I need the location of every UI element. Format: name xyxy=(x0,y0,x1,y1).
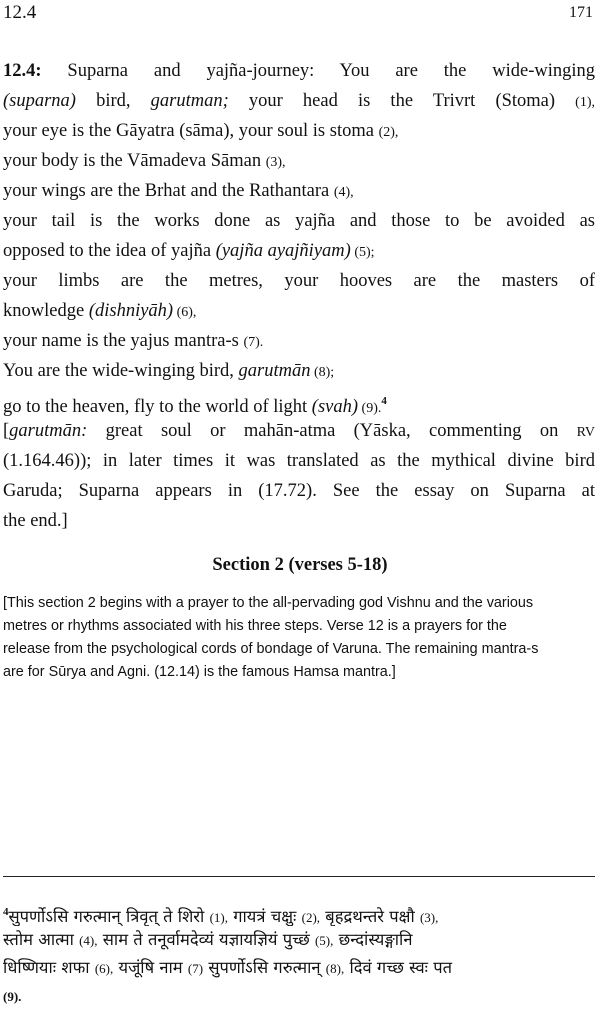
verse-line xyxy=(3,266,595,296)
section-number: 12.4 xyxy=(3,2,37,23)
sanskrit-text: छन्दांस्यङ्गानि xyxy=(333,930,413,949)
verse-line xyxy=(3,56,595,86)
section-intro xyxy=(3,592,595,684)
verse-italic: (svah) xyxy=(311,397,359,416)
verse-line xyxy=(3,296,595,326)
verse-ref: (4), xyxy=(333,185,354,200)
sanskrit-text: बृहद्रथन्तरे पक्षौ xyxy=(320,907,420,926)
verse-text: your head is the Trivrt (Stoma) xyxy=(228,91,576,111)
footnote-ref: (7) xyxy=(187,961,204,976)
verse-line xyxy=(3,356,595,386)
footnote-line xyxy=(3,982,595,1010)
page-number: 171 xyxy=(569,4,593,21)
verse-text: your body is the Vāmadeva Sāman xyxy=(3,151,266,171)
footnote-line xyxy=(3,926,595,954)
footnote xyxy=(3,898,595,1010)
verse-ref: RV xyxy=(576,425,595,440)
verse-ref: (8); xyxy=(310,365,335,380)
footnote-marker[interactable]: 4 xyxy=(381,395,387,407)
verse-ref: (5); xyxy=(350,245,375,260)
sanskrit-text: सुपर्णोऽसि गरुत्मान् त्रिवृत् ते शिरो xyxy=(8,907,210,926)
footnote-divider xyxy=(3,876,595,877)
footnote-number: 4 xyxy=(3,906,9,918)
verse-line xyxy=(3,116,595,146)
verse-line xyxy=(3,146,595,176)
sanskrit-text: सुपर्णोऽसि गरुत्मान् xyxy=(203,958,326,977)
footnote-line xyxy=(3,954,595,982)
verse-ref: (9). xyxy=(358,401,382,416)
verse-ref: (7). xyxy=(243,335,264,350)
footnote-ref: (3), xyxy=(419,910,439,925)
verse-italic: garutmān: xyxy=(9,421,88,441)
footnote-line xyxy=(3,898,595,926)
verse-line xyxy=(3,416,595,446)
verse-text: [ xyxy=(3,421,10,441)
verse-line xyxy=(3,206,595,236)
verse-line xyxy=(3,326,595,356)
verse-text: go to the heaven, fly to the world of light xyxy=(3,397,312,416)
sanskrit-text: धिष्णियाः शफा xyxy=(3,958,95,977)
sanskrit-text: साम ते तनूर्वामदेव्यं यज्ञायज्ञियं पुच्छं xyxy=(97,930,315,949)
verse-italic: garutmān xyxy=(238,361,311,381)
verse-text: your name is the yajus mantra-s xyxy=(3,331,244,351)
sanskrit-text: दिवं गच्छ स्वः पत xyxy=(344,958,453,977)
verse-text: Suparna and yajña-journey: You are the wide-winging xyxy=(41,61,595,81)
intro-line: are for Sūrya and Agni. (12.14) is the famous Hamsa mantra.] xyxy=(3,664,396,680)
footnote-ref: (4), xyxy=(79,933,98,948)
footnote-ref: (5), xyxy=(314,933,334,948)
footnote-ref: (9). xyxy=(3,989,22,1004)
verse-text: You are the wide-winging bird, xyxy=(3,361,239,381)
verse-ref: (2), xyxy=(378,125,399,140)
verse-italic: (suparna) xyxy=(3,91,76,111)
verse-line xyxy=(3,506,595,536)
verse-text: your wings are the Brhat and the Rathantara xyxy=(3,181,334,201)
verse-line xyxy=(3,176,595,206)
sanskrit-text: स्तोम आत्मा xyxy=(3,930,80,949)
verse-label: 12.4: xyxy=(3,61,42,81)
verse-translation xyxy=(3,56,595,536)
verse-line xyxy=(3,476,595,506)
sanskrit-text: यजूंषि नाम xyxy=(113,958,188,977)
page-header xyxy=(0,2,600,28)
verse-line xyxy=(3,386,595,416)
footnote-ref: (1), xyxy=(209,910,228,925)
footnote-ref: (8), xyxy=(325,961,345,976)
verse-italic: garutman; xyxy=(150,91,229,111)
verse-text: Garuda; Suparna appears in (17.72). See the essay on Suparna at xyxy=(3,481,595,501)
footnote-ref: (6), xyxy=(94,961,114,976)
verse-text: bird, xyxy=(75,91,151,111)
verse-text: your eye is the Gāyatra (sāma), your soul is stoma xyxy=(3,121,379,141)
intro-line: metres or rhythms associated with his three steps. Verse 12 is a prayers for the xyxy=(3,618,507,634)
sanskrit-text: गायत्रं चक्षुः xyxy=(227,907,302,926)
verse-ref: (3), xyxy=(265,155,286,170)
intro-line: release from the psychological cords of bondage of Varuna. The remaining mantra-s xyxy=(3,641,539,657)
verse-text: great soul or mahān-atma (Yāska, commenting on xyxy=(87,421,577,441)
verse-line xyxy=(3,236,595,266)
verse-text: knowledge xyxy=(3,301,89,321)
verse-ref: (1), xyxy=(575,95,595,110)
intro-line: [This section 2 begins with a prayer to the all-pervading god Vishnu and the various xyxy=(3,595,534,611)
verse-line xyxy=(3,446,595,476)
verse-text: your tail is the works done as yajña and those to be avoided as xyxy=(3,211,595,231)
verse-text: your limbs are the metres, your hooves are the masters of xyxy=(3,271,595,291)
verse-italic: (dishniyāh) xyxy=(88,301,174,321)
verse-ref: (6), xyxy=(173,305,197,320)
verse-text: opposed to the idea of yajña xyxy=(3,241,216,261)
verse-text: the end.] xyxy=(3,511,68,531)
section-title: Section 2 (verses 5-18) xyxy=(212,555,388,575)
footnote-ref: (2), xyxy=(301,910,321,925)
verse-text: (1.164.46)); in later times it was translated as the mythical divine bird xyxy=(3,451,595,471)
verse-line xyxy=(3,86,595,116)
verse-italic: (yajña ayajñiyam) xyxy=(215,241,351,261)
